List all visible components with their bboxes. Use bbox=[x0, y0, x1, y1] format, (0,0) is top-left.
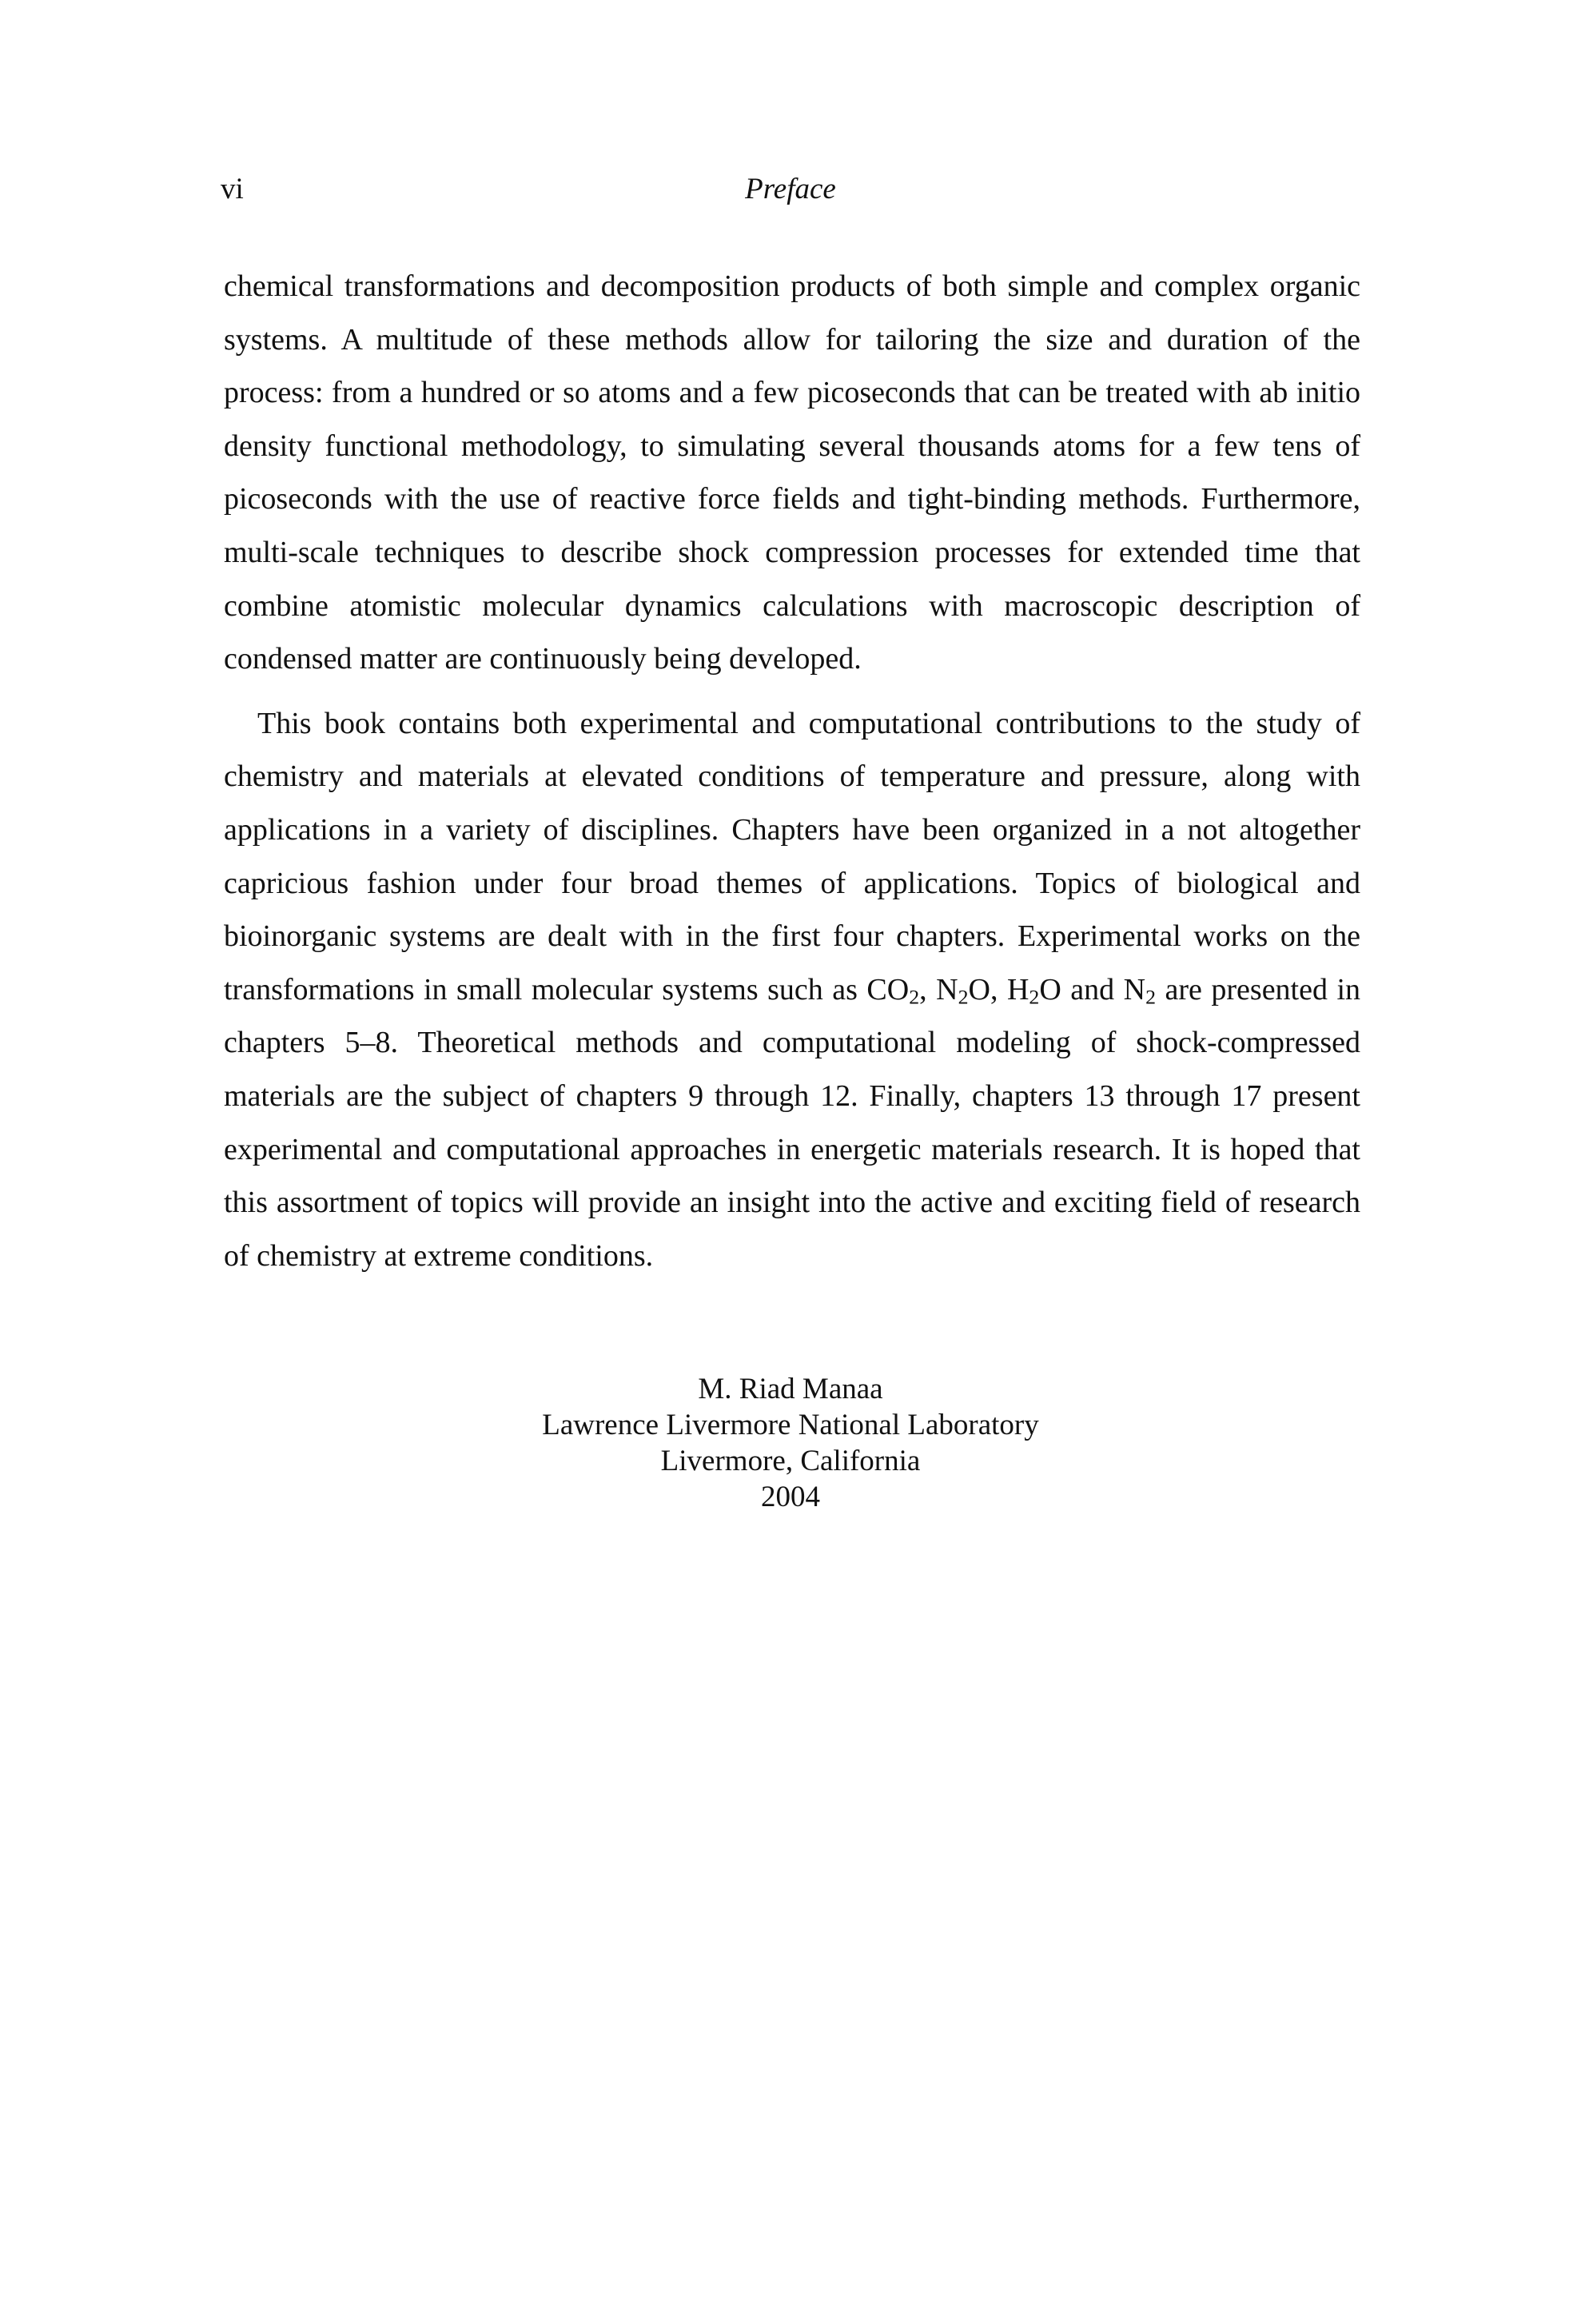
running-head bbox=[221, 169, 1360, 209]
formula-n2o: $N_2O$ bbox=[936, 972, 990, 1009]
paragraph-2-text-start: This book contains both experimental and computational contributions to the study of chemistry and materials at elevated conditions of temperature and pressure, along with applications in a variety of disciplines. Chapters have been organized in a not altogether capricious fashion under four broad themes of applications. Topics of biological and bioinorganic systems are dealt with in the first four chapters. Experimental works on the transformations in small molecular systems such as bbox=[224, 706, 1360, 1007]
paragraph-1: chemical transformations and decomposition products of both simple and complex organic systems. A multitude of these methods allow for tailoring the size and duration of the process: from a hundred or so atoms and a few picoseconds that can be treated with ab initio density functional methodology, to simulating several thousands atoms for a few tens of picoseconds with the use of reactive force fields and tight-binding methods. Furthermore, multi-scale techniques to describe shock compression processes for extended time that combine atomistic molecular dynamics calculations with macroscopic description of condensed matter are continuously being developed. bbox=[224, 269, 1360, 676]
paragraph-2-text-end: are presented in chapters 5–8. Theoretical methods and computational modeling of shock-compressed materials are the subject of chapters 9 through 12. Finally, chapters 13 through 17 present experimental and computational approaches in energetic materials research. It is hoped that this assortment of topics will provide an insight into the active and exciting field of research of chemistry at extreme conditions. bbox=[224, 972, 1361, 1273]
running-title: Preface bbox=[745, 173, 836, 205]
formula-n2: $N_2$ bbox=[1123, 972, 1157, 1009]
author-name: M. Riad Manaa bbox=[698, 1373, 883, 1405]
page-number: vi bbox=[221, 173, 244, 205]
signature-block bbox=[221, 1371, 1360, 1515]
preface-body bbox=[224, 260, 1360, 1282]
formula-h2o: $H_2O$ bbox=[1006, 972, 1061, 1009]
author-location: Livermore, California bbox=[660, 1445, 921, 1477]
author-institution: Lawrence Livermore National Laboratory bbox=[542, 1409, 1039, 1441]
paragraph-2: This book contains both experimental and computational contributions to the study of chemistry and materials at elevated conditions of temperature and pressure, along with applications in a variety of disciplines. Chapters have been organized in a not altogether capricious fashion under four broad themes of applications. Topics of biological and bioinorganic systems are dealt with in the first four chapters. Experimental works on the transformations in small molecular systems such as $CO_2$, $N_2O$, $H_2O$ and $N_2$ are presented in chapters 5–8. Theoretical methods and computational modeling of shock-compressed materials are the subject of chapters 9 through 12. Finally, chapters 13 through 17 present experimental and computational approaches in energetic materials research. It is hoped that this assortment of topics will provide an insight into the active and exciting field of research of chemistry at extreme conditions. bbox=[224, 706, 1361, 1273]
signature-year: 2004 bbox=[761, 1481, 820, 1513]
formula-co2: $CO_2$ bbox=[866, 972, 920, 1009]
